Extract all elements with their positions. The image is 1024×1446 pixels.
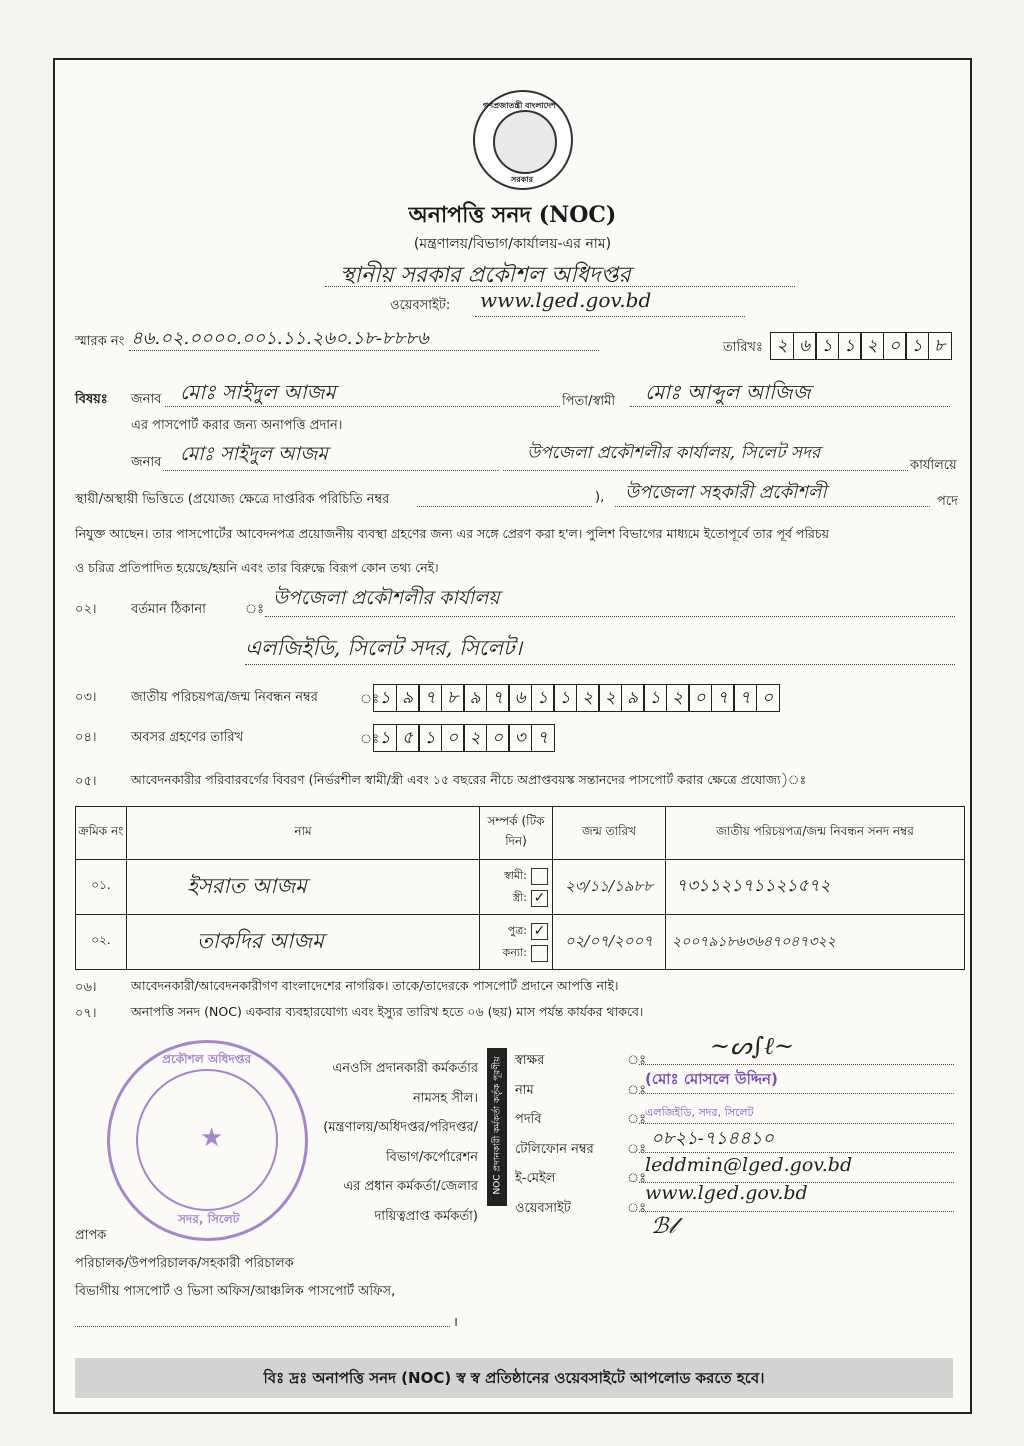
retirement-date-boxes: ১ ৫ ১ ০ ২ ০ ৩ ৭ xyxy=(373,724,553,752)
body-office: উপজেলা প্রকৌশলীর কার্যালয়, সিলেট সদর xyxy=(527,443,821,463)
item-02-number: ০২। xyxy=(75,602,97,617)
subject-name: মোঃ সাইদুল আজম xyxy=(180,380,336,404)
nid-boxes: ১ ৯ ৭ ৮ ৯ ৭ ৬ ১ ১ ২ ২ ৯ ১ ২ ০ ৭ ৭ ০ xyxy=(373,684,778,712)
post-suffix: পদে xyxy=(937,494,958,509)
office-suffix: কার্যালয়ে xyxy=(910,458,957,473)
date-boxes: ২ ৬ ১ ১ ২ ০ ১ ৮ xyxy=(770,332,950,360)
subject-label: বিষয়ঃ xyxy=(75,392,108,407)
father-label: পিতা/স্বামী xyxy=(562,394,616,409)
checkbox-checked: ✓ xyxy=(531,890,548,907)
recipient-label: প্রাপক xyxy=(75,1228,107,1243)
body-line2: স্থায়ী/অস্থায়ী ভিত্তিতে (প্রযোজ্য ক্ষেত্রে দাপ্তরিক পরিচিতি নম্বর xyxy=(75,492,390,507)
checkbox xyxy=(531,868,548,885)
item-06-number: ০৬। xyxy=(75,980,97,995)
col-serial: ক্রমিক নং xyxy=(76,807,127,860)
initials-signature: ℬ𝓁 xyxy=(651,1214,676,1239)
noc-document: গণপ্রজাতন্ত্রী বাংলাদেশ সরকার অনাপত্তি সনদ (NOC) (মন্ত্রণালয়/বিভাগ/কার্যালয়-এর নাম) স্থানীয় সরকার প্রকৌশল অধিদপ্তর ওয়েবসাইট: www.lged.gov.bd স্মারক নং ৪৬.০২.০০০০.০০১.১১.২৬০.১৮-৮৮৮৬ তারিখঃ ২ ৬ ১ ১ ২ ০ ১ ৮ বিষয়ঃ জনাব মোঃ সাইদুল আজম পিতা/স্বামী মোঃ আব্দুল আজিজ এর পাসপোর্ট করার জন্য অনাপত্তি প্রদান। জনাব মোঃ সাইদুল আজম উপজেলা প্রকৌশলীর কার্যালয়, সিলেট সদর কার্যালয়ে স্থায়ী/অস্থায়ী ভিত্তিতে (প্রযোজ্য ক্ষেত্রে দাপ্তরিক পরিচিতি নম্বর ), উপজেলা সহকারী প্রকৌশলী পদে নিযুক্ত আছেন। তার পাসপোর্টের আবেদনপত্র প্রয়োজনীয় ব্যবস্থা গ্রহণের জন্য এর সঙ্গে প্রেরণ করা হ'ল। পুলিশ বিভাগের মাধ্যমে ইতোপূর্বে তার পূর্ব পরিচয় ও চরিত্র প্রতিপাদিত হয়েছে/হয়নি এবং তার বিরুদ্ধে বিরূপ কোন তথ্য নেই। ০২। বর্তমান ঠিকানা ঃ উপজেলা প্রকৌশলীর কার্যালয় এলজিইডি, সিলেট সদর, সিলেট। ০৩। জাতীয় পরিচয়পত্র/জন্ম নিবন্ধন নম্বর ঃ ১ ৯ ৭ ৮ ৯ ৭ ৬ ১ ১ ২ ২ ৯ ১ ২ ০ ৭ ৭ ০ ০৪। অবসর গ্রহণের তারিখ ঃ ১ ৫ ১ ০ ২ ০ ৩ ৭ ০৫। আবেদনকারীর পরিবারবর্গের বিবরণ (নির্ভরশীল স্বামী/স্ত্রী এবং ১৫ বছরের নীচে অপ্রাপ্তবয়স্ক সন্তানদের পাসপোর্ট করার ক্ষেত্রে প্রযোজ্য)ঃ ক্রমিক নং নাম সম্পর্ক (টিক দিন) জন্ম তারিখ জাতীয় পরিচয়পত্র/জন্ম নিবন্ধন সনদ নম্বর ০১. ইসরাত আজম স্বামী: স্ত্রী: ✓ ২৩/১১/১৯৮৮ ৭৩১১২১৭১১২১৫৭২ ০২. তাকদির আজম পুত্র: ✓ কন্যা: ০২/০৭/২০০৭ ২০০৭৯১৮৬৩৬৪৭০৪৭৩২২ ০৬। আবেদনকারী/আবেদনকারীগণ বাংলাদেশের নাগরিক। তাকে/তাদেরকে পাসপোর্ট প্রদানে আপত্তি নাই। ০৭। অনাপত্তি সনদ (NOC) একবার ব্যবহারযোগ্য এবং ইস্যুর তারিখ হতে ০৬ (ছয়) মাস পর্যন্ত কার্যকর থাকবে। প্রকৌশল অধিদপ্তর সদর, সিলেট ★ এনওসি প্রদানকারী কর্মকর্তার নামসহ সীল। (মন্ত্রণালয়/অধিদপ্তর/পরিদপ্তর/ বিভাগ/কর্পোরেশন এর প্রধান কর্মকর্তা/জেলার দায়িত্বপ্রাপ্ত কর্মকর্তা) NOC প্রদানকারী কর্মকর্তা কর্তৃক পূরণীয় স্বাক্ষর নাম পদবি টেলিফোন নম্বর ই-মেইল ওয়েবসাইট ঃ ঃ ঃ ঃ ঃ ঃ ~ᔕ∫ℓ~ (মোঃ মোসলে উদ্দিন) এলজিইডি, সদর, সিলেট ০৮২১-৭১৪৪১০ leddmin@lged.gov.bd www.lged.gov.bd ℬ𝓁 প্রাপক পরিচালক/উপপরিচালক/সহকারী পরিচালক বিভাগীয় পাসপোর্ট ও ভিসা অফিস/আঞ্চলিক পাসপোর্ট অফিস, । বিঃ দ্রঃ অনাপত্তি সনদ (NOC) স্ব স্ব প্রতিষ্ঠানের ওয়েবসাইটে আপলোড করতে হবে। xyxy=(53,58,972,1414)
officer-description: এনওসি প্রদানকারী কর্মকর্তার নামসহ সীল। (মন্ত্রণালয়/অধিদপ্তর/পরিদপ্তর/ বিভাগ/কর্পোরেশন এর প্রধান কর্মকর্তা/জেলার দায়িত্বপ্রাপ্ত কর্মকর্তা) xyxy=(323,1061,478,1224)
table-row: ০১. ইসরাত আজম স্বামী: স্ত্রী: ✓ ২৩/১১/১৯৮৮ ৭৩১১২১৭১১২১৫৭২ xyxy=(76,860,965,915)
col-relation: সম্পর্ক (টিক দিন) xyxy=(480,807,553,860)
official-round-stamp: প্রকৌশল অধিদপ্তর সদর, সিলেট ★ xyxy=(107,1040,308,1241)
officer-signature: ~ᔕ∫ℓ~ xyxy=(710,1032,795,1060)
recipient-line2: বিভাগীয় পাসপোর্ট ও ভিসা অফিস/আঞ্চলিক পাসপোর্ট অফিস, xyxy=(75,1284,396,1299)
item-07-number: ০৭। xyxy=(75,1006,97,1021)
subject-line2: এর পাসপোর্ট করার জন্য অনাপত্তি প্রদান। xyxy=(131,418,343,433)
officer-name-stamp: (মোঃ মোসলে উদ্দিন) xyxy=(645,1070,778,1088)
checkbox xyxy=(531,945,548,962)
recipient-line1: পরিচালক/উপপরিচালক/সহকারী পরিচালক xyxy=(75,1256,294,1271)
officer-field-labels: স্বাক্ষর নাম পদবি টেলিফোন নম্বর ই-মেইল ওয়েবসাইট xyxy=(515,1053,594,1216)
item-05-text: আবেদনকারীর পরিবারবর্গের বিবরণ (নির্ভরশীল স্বামী/স্ত্রী এবং ১৫ বছরের নীচে অপ্রাপ্তবয়স্ক সন্তানদের পাসপোর্ট করার ক্ষেত্রে প্রযোজ্য)ঃ xyxy=(131,772,807,787)
officer-phone: ০৮২১-৭১৪৪১০ xyxy=(651,1128,774,1149)
body-janab: জনাব xyxy=(131,455,162,470)
item-02-label: বর্তমান ঠিকানা xyxy=(131,602,206,617)
document-subtitle: (মন্ত্রণালয়/বিভাগ/কার্যালয়-এর নাম) xyxy=(413,236,612,252)
body-post: উপজেলা সহকারী প্রকৌশলী xyxy=(625,482,827,503)
emblem-map-icon xyxy=(493,110,557,174)
body-name: মোঃ সাইদুল আজম xyxy=(180,443,328,465)
noc-officer-vertical-label: NOC প্রদানকারী কর্মকর্তা কর্তৃক পূরণীয় xyxy=(487,1048,507,1206)
address-line-2: এলজিইডি, সিলেট সদর, সিলেট। xyxy=(245,636,522,660)
office-name: স্থানীয় সরকার প্রকৌশল অধিদপ্তর xyxy=(340,263,631,288)
body-line3: নিযুক্ত আছেন। তার পাসপোর্টের আবেদনপত্র প্রয়োজনীয় ব্যবস্থা গ্রহণের জন্য এর সঙ্গে প্রেরণ করা হ'ল। পুলিশ বিভাগের মাধ্যমে ইতোপূর্বে তার পূর্ব পরিচয় xyxy=(75,526,830,541)
col-dob: জন্ম তারিখ xyxy=(553,807,666,860)
col-nid: জাতীয় পরিচয়পত্র/জন্ম নিবন্ধন সনদ নম্বর xyxy=(666,807,965,860)
item-05-number: ০৫। xyxy=(75,774,97,789)
website-label: ওয়েবসাইট: xyxy=(390,298,451,313)
address-line-1: উপজেলা প্রকৌশলীর কার্যালয় xyxy=(273,587,500,609)
item-06-text: আবেদনকারী/আবেদনকারীগণ বাংলাদেশের নাগরিক। তাকে/তাদেরকে পাসপোর্ট প্রদানে আপত্তি নাই। xyxy=(131,978,619,993)
item-03-label: জাতীয় পরিচয়পত্র/জন্ম নিবন্ধন নম্বর xyxy=(131,690,318,705)
date-label: তারিখঃ xyxy=(723,340,763,355)
government-emblem xyxy=(473,90,573,190)
footer-note: বিঃ দ্রঃ অনাপত্তি সনদ (NOC) স্ব স্ব প্রতিষ্ঠানের ওয়েবসাইটে আপলোড করতে হবে। xyxy=(75,1358,953,1398)
checkbox-checked: ✓ xyxy=(531,923,548,940)
item-04-label: অবসর গ্রহণের তারিখ xyxy=(131,730,244,745)
father-name: মোঃ আব্দুল আজিজ xyxy=(645,380,811,404)
item-04-number: ০৪। xyxy=(75,730,97,745)
subject-janab: জনাব xyxy=(131,392,162,407)
emblem-top-text: গণপ্রজাতন্ত্রী বাংলাদেশ xyxy=(483,101,556,110)
emblem-bottom-text: সরকার xyxy=(511,175,534,184)
officer-website: www.lged.gov.bd xyxy=(645,1182,808,1204)
officer-designation: এলজিইডি, সদর, সিলেট xyxy=(645,1106,754,1119)
family-table xyxy=(75,806,965,970)
document-title: অনাপত্তি সনদ (NOC) xyxy=(408,202,617,228)
col-name: নাম xyxy=(127,807,480,860)
memo-label: স্মারক নং xyxy=(75,334,125,349)
body-line4: ও চরিত্র প্রতিপাদিত হয়েছে/হয়নি এবং তার বিরুদ্ধে বিরূপ কোন তথ্য নেই। xyxy=(75,560,439,575)
website-value: www.lged.gov.bd xyxy=(480,288,652,312)
table-row: ০২. তাকদির আজম পুত্র: ✓ কন্যা: ০২/০৭/২০০৭ ২০০৭৯১৮৬৩৬৪৭০৪৭৩২২ xyxy=(76,915,965,970)
memo-number: ৪৬.০২.০০০০.০০১.১১.২৬০.১৮-৮৮৮৬ xyxy=(131,328,429,349)
officer-email: leddmin@lged.gov.bd xyxy=(645,1154,853,1176)
item-07-text: অনাপত্তি সনদ (NOC) একবার ব্যবহারযোগ্য এবং ইস্যুর তারিখ হতে ০৬ (ছয়) মাস পর্যন্ত কার্যকর থাকবে। xyxy=(131,1004,644,1019)
item-03-number: ০৩। xyxy=(75,690,97,705)
